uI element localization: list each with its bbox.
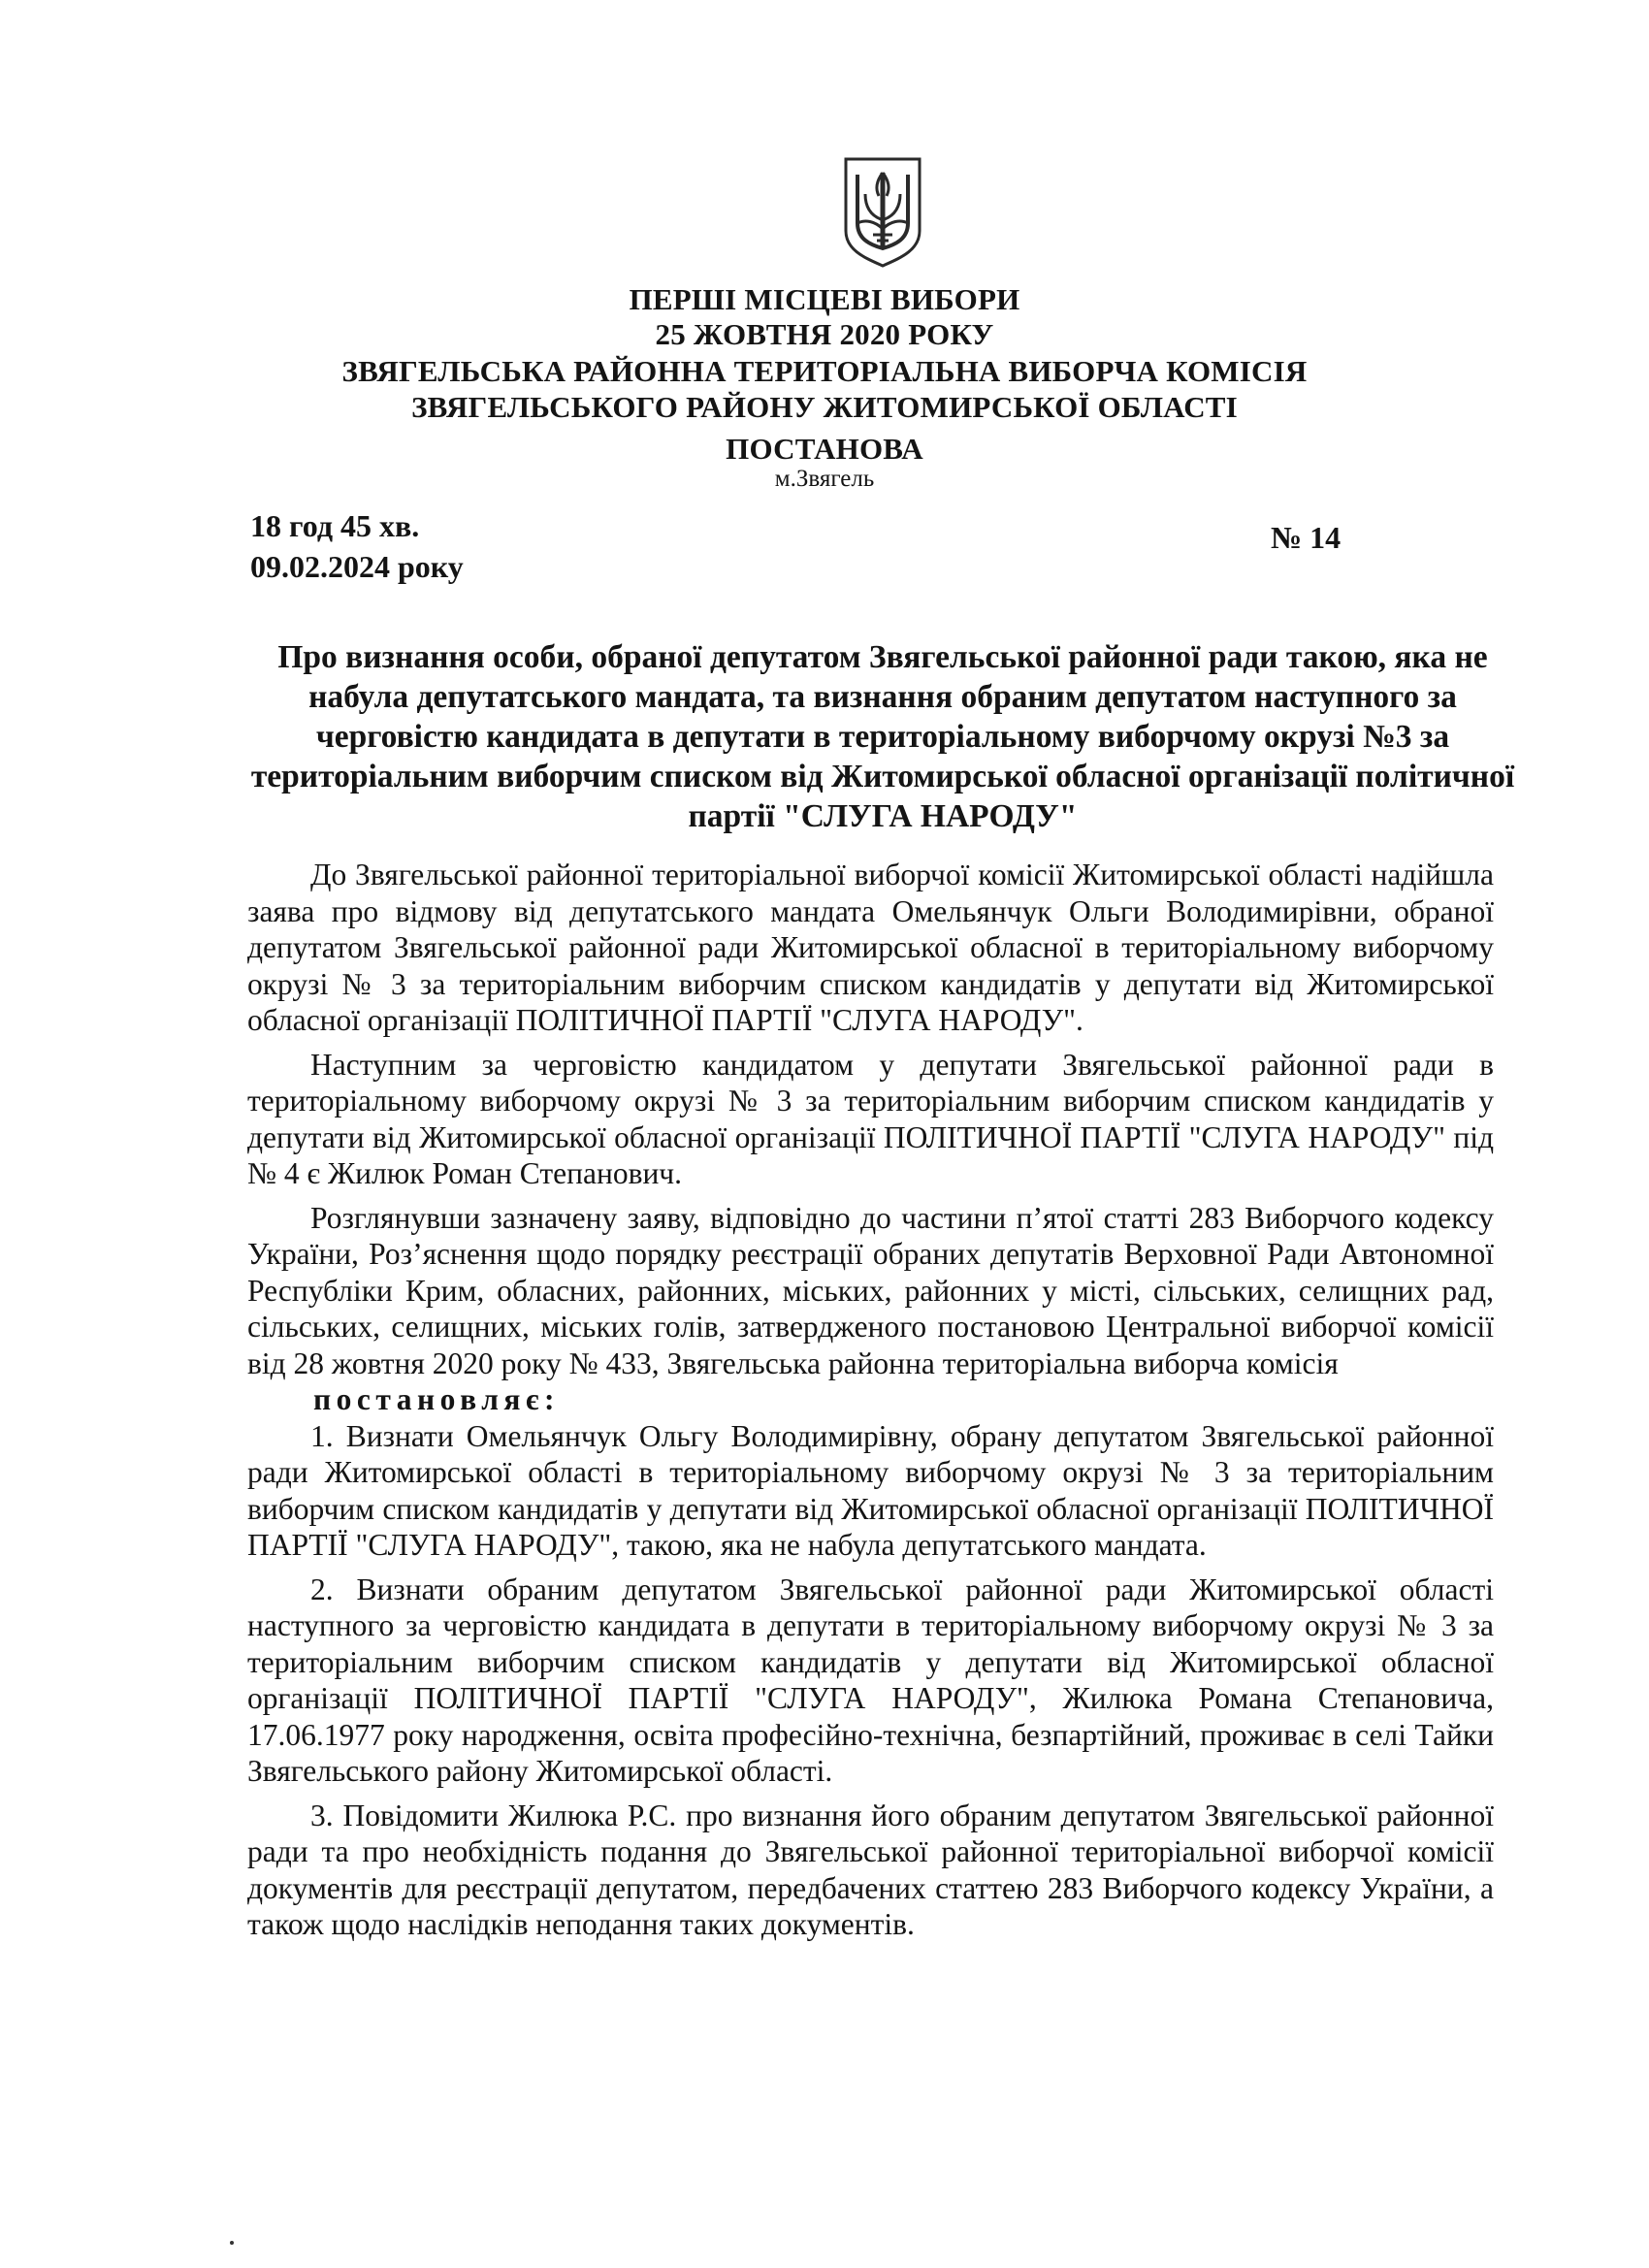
decision-item-3: 3. Повідомити Жилюка Р.С. про визнання його обраним депутатом Звягельської районної ради та про необхідність подання до Звягельської районної територіальної виборчої комісії документів для реєстрації депутатом, передбачених статтею 283 Виборчого кодексу України, а також щодо наслідків неподання таких документів. — [247, 1798, 1494, 1941]
meta-date: 09.02.2024 року — [250, 549, 464, 584]
document-city: м.Звягель — [774, 466, 875, 492]
header-commission-name: ЗВЯГЕЛЬСЬКА РАЙОННА ТЕРИТОРІАЛЬНА ВИБОРЧА КОМІСІЯ — [341, 354, 1308, 388]
document-title: Про визнання особи, обраної депутатом Звягельської районної ради такою, яка не набула депутатського мандата, та визнання обраним депутатом наступного за черговістю кандидата в депутати в територіальному виборчому окрузі №3 за територіальним виборчим списком від Житомирської обласної організації політичної партії "СЛУГА НАРОДУ" — [250, 639, 1515, 834]
scan-speck — [230, 2241, 234, 2245]
paragraph-next-candidate: Наступним за черговістю кандидатом у депутати Звягельської районної ради в територіальному виборчому окрузі № 3 за територіальним виборчим списком кандидатів у депутати від Житомирської обласної організації ПОЛІТИЧНОЇ ПАРТІЇ "СЛУГА НАРОДУ" під № 4 є Жилюк Роман Степанович. — [247, 1047, 1494, 1190]
decision-item-2: 2. Визнати обраним депутатом Звягельської районної ради Житомирської області наступного за черговістю кандидата в депутати в територіальному виборчому окрузі № 3 за територіальним виборчим списком кандидатів у депутати від Житомирської обласної організації ПОЛІТИЧНОЇ ПАРТІЇ "СЛУГА НАРОДУ", Жилюка Романа Степановича, 17.06.1977 року народження, освіта професійно-технічна, безпартійний, проживає в селі Тайки Звягельського району Житомирської області. — [247, 1571, 1494, 1788]
paragraph-statement: До Звягельської районної територіальної виборчої комісії Житомирської області надійшла заява про відмову від депутатського мандата Омельянчук Ольги Володимирівни, обраної депутатом Звягельської районної ради Житомирської обласної в територіальному виборчому окрузі № 3 за територіальним виборчим списком кандидатів у депутати від Житомирської обласної організації ПОЛІТИЧНОЇ ПАРТІЇ "СЛУГА НАРОДУ". — [247, 858, 1494, 1037]
header-election-line: ПЕРШІ МІСЦЕВІ ВИБОРИ — [629, 282, 1020, 316]
document-type: ПОСТАНОВА — [726, 432, 923, 466]
header-election-date: 25 ЖОВТНЯ 2020 РОКУ — [655, 317, 994, 351]
trident-emblem-icon — [842, 155, 923, 270]
meta-time: 18 год 45 хв. — [250, 508, 420, 543]
decree-heading: постановляє: — [313, 1382, 561, 1416]
document-body — [247, 857, 1494, 1943]
header-region-name: ЗВЯГЕЛЬСЬКОГО РАЙОНУ ЖИТОМИРСЬКОЇ ОБЛАСТІ — [411, 390, 1238, 424]
document-number: № 14 — [1271, 520, 1342, 555]
decision-item-1: 1. Визнати Омельянчук Ольгу Володимирівну, обрану депутатом Звягельської районної ради Житомирської області в територіальному виборчому окрузі № 3 за територіальним виборчим списком кандидатів у депутати від Житомирської обласної організації ПОЛІТИЧНОЇ ПАРТІЇ "СЛУГА НАРОДУ", такою, яка не набула депутатського мандата. — [247, 1418, 1494, 1562]
paragraph-legal-basis: Розглянувши зазначену заяву, відповідно до частини п’ятої статті 283 Виборчого кодексу України, Роз’яснення щодо порядку реєстрації обраних депутатів Верховної Ради Автономної Республіки Крим, обласних, районних, міських, районних у місті, сільських, селищних рад, сільських, селищних, міських голів, затвердженого постановою Центральної виборчої комісії від 28 жовтня 2020 року № 433, Звягельська районна територіальна виборча комісія — [247, 1200, 1494, 1380]
